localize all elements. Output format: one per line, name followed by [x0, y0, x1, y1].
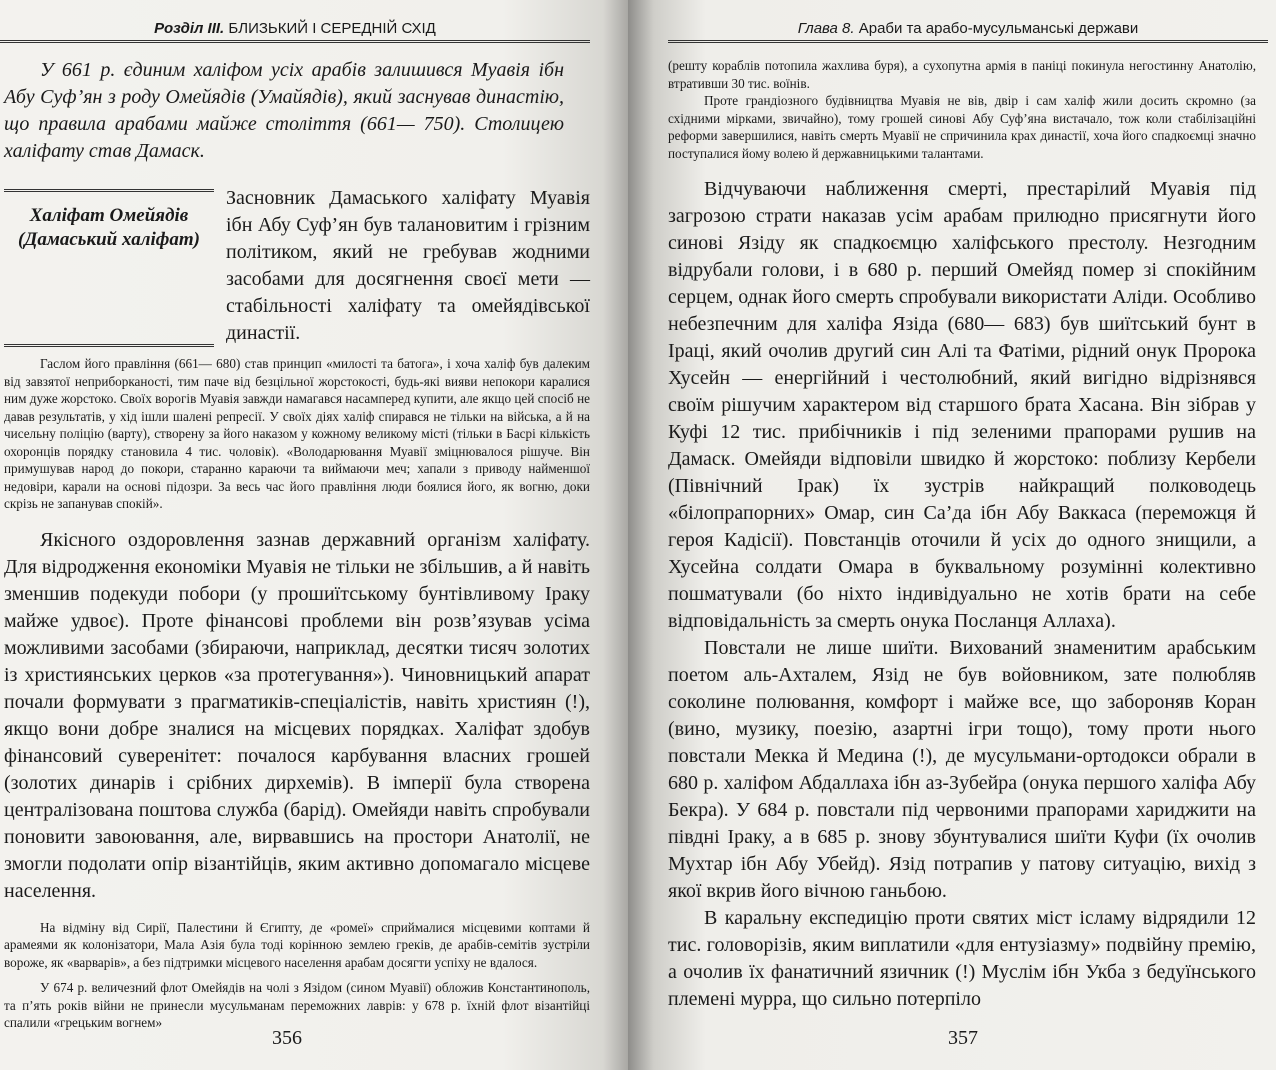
- right-running-head-label: Глава 8.: [797, 20, 855, 37]
- left-running-head: [0, 20, 590, 43]
- body-paragraph: Якісного оздоровлення зазнав державний організм халіфату. Для відродження економіки Муавія не тільки не збільшив, а й навіть зменшив подекуди побори (у прошиїтському бунтівливому Іраку майже удвоє). Проте фінансові проблеми він розв’язував усіма можливими засобами (збираючи, наприклад, десятки тисяч золотих із християнських церков «за протегування»). Чиновницький апарат почали формувати з прагматиків-спеціалістів, навіть християн (!), якщо вони добре зналися на місцевих порядках. Халіфат здобув фінансовий суверенітет: почалося карбування власних грошей (золотих динарів і срібних дирхемів). В імперії була створена централізована поштова служба (барід). Омейяди навіть спробували поновити завоювання, але, вирвавшись на простори Анатолії, не змогли подолати опір візантійців, яким активно допомагало місцеве населення.: [4, 528, 590, 902]
- left-running-head-title: БЛИЗЬКИЙ І СЕРЕДНІЙ СХІД: [228, 20, 436, 37]
- small-print-paragraph: У 674 р. величезний флот Омейядів на чолі з Язідом (сином Муавії) обложив Константинополь, та п’ять років війни не принесли мусульманам переможних лаврів: у 678 р. їхній флот візантійці спалили «грецьким вогнем»: [4, 980, 590, 1030]
- body-paragraph: Відчуваючи наближення смерті, престарілий Муавія під загрозою страти наказав усім арабам прилюдно присягнути його синові Язіду як спадкоємцю халіфського престолу. Незгодним відрубали голови, і в 680 р. перший Омейяд помер зі спокійним серцем, однак його смерть спробували використати Аліди. Особливо небезпечним для халіфа Язіда (680— 683) був шиїтський бунт в Іраці, який очолив другий син Алі та Фатіми, рідний онук Пророка Хусейн — енергійний і честолюбний, який вигідно відрізнявся своїм рішучим характером від старшого брата Хасана. Він зібрав у Куфі 12 тис. прибічників і під зеленими прапорами рушив на Дамаск. Омейяди відповіли швидко й жорстоко: поблизу Кербели (Північний Ірак) їх зустрів найкращий полководець «білопрапорних» Омар, син Са’да ібн Абу Ваккаса (переможця й героя Кадісії). Повстанців оточили й усіх до одного знищили, а Хусейна солдати Омара в буквальному розумінні колективно пошматували (бо ніхто індивідуально не хотів брати на себе відповідальність за смерть онука Посланця Аллаха).: [668, 178, 1256, 632]
- body-paragraph: В каральну експедицію проти святих міст ісламу відрядили 12 тис. головорізів, яким виплатили «для ентузіазму» подвійну премію, а очолив їх фанатичний язичник (!) Муслім ібн Укба з бедуїнського племені мурра, що сильно потерпіло: [668, 907, 1256, 1010]
- body-paragraph: Повстали не лише шиїти. Вихований знаменитим арабським поетом аль-Ахталем, Язід не був войовником, зате полюбляв соколине полювання, комфорт і майже все, що забороняв Коран (вино, музику, поезію, азартні ігри тощо), тому проти нього повстали Мекка й Медина (!), де мусульмани-ортодокси обрали в 680 р. халіфом Абдаллаха ібн аз-Зубейра (онука першого халіфа Абу Бекра). У 684 р. повстали під червоними прапорами хариджити на півдні Іраку, а в 685 р. знову збунтувалися шиїти Куфи (їх очолив Мухтар ібн Абу Убейд). Язід потрапив у патову ситуацію, вихід з якої вкрив його вічною ганьбою.: [668, 637, 1256, 902]
- right-running-head: [668, 20, 1268, 43]
- section-intro-text: Засновник Дамаського халіфату Муавія ібн Абу Суф’ян був талановитим і грізним політиком, який не гребував жодними засобами для досягнення своєї мети — стабільності халіфату та омейядівської династії.: [226, 187, 590, 344]
- right-page: [628, 0, 1276, 1070]
- small-print-paragraph: Гаслом його правління (661— 680) став принцип «милості та батога», і хоча халіф був далеким від завзятої неприборканості, тим паче від безцільної жорстокості, будь-які вияви непокори каралися ним дуже жорстоко. Своїх ворогів Муавія завжди намагався насамперед купити, але якщо цей спосіб не давав результатів, у хід ішли шалені репресії. У своїх діях халіф спирався не тільки на війська, а й на чисельну поліцію (варту), створену за його наказом у кожному великому місті (тільки в Басрі кількість охоронців порядку становила 4 тис. чоловік). «Володарювання Муавії зміцнювалося рішуче. Він примушував народ до покори, старанно караючи та виймаючи меч; хапали з приводу найменшої недовіри, карали на основі підозри. За весь час його правління люди боялися його, як вогню, доки скрізь не запанував спокій».: [4, 356, 590, 511]
- section-heading: Халіфат Омейядів (Дамаський халіфат): [4, 189, 214, 347]
- small-print-paragraph: На відміну від Сирії, Палестини й Єгипту, де «ромеї» сприймалися місцевими коптами й арамеями як колонізатори, Мала Азія була тоді корінною землею греків, де арабів-семітів зустріли вороже, як «варварів», а без підтримки місцевого населення арабам досягти успіху не вдалося.: [4, 919, 590, 970]
- left-page: [0, 0, 628, 1070]
- left-running-head-label: Розділ III.: [154, 20, 225, 37]
- left-page-number: 356: [272, 1027, 302, 1049]
- small-print-paragraph: Проте грандіозного будівництва Муавія не вів, двір і сам халіф жили досить скромно (за східними мірками, звичайно), тому грошей синові Абу Суф’яна вистачало, тож коли стабілізаційні реформи завершилися, навіть смерть Муавії не спричинила крах династії, хоча його спадкоємці значно поступалися йому волею й державницькими талантами.: [668, 93, 1256, 161]
- lead-paragraph: У 661 р. єдиним халіфом усіх арабів залишився Муавія ібн Абу Суф’ян з роду Омейядів (Умайядів), який заснував династію, що правила арабами майже століття (661— 750). Столицею халіфату став Дамаск.: [4, 59, 564, 162]
- right-page-number: 357: [948, 1027, 978, 1049]
- right-running-head-title: Араби та арабо-мусульманські держави: [858, 20, 1139, 37]
- small-print-paragraph: (решту кораблів потопила жахлива буря), а сухопутна армія в паніці покинула негостинну Анатолію, втративши 30 тис. воїнів.: [668, 58, 1256, 91]
- section-block: [4, 185, 590, 347]
